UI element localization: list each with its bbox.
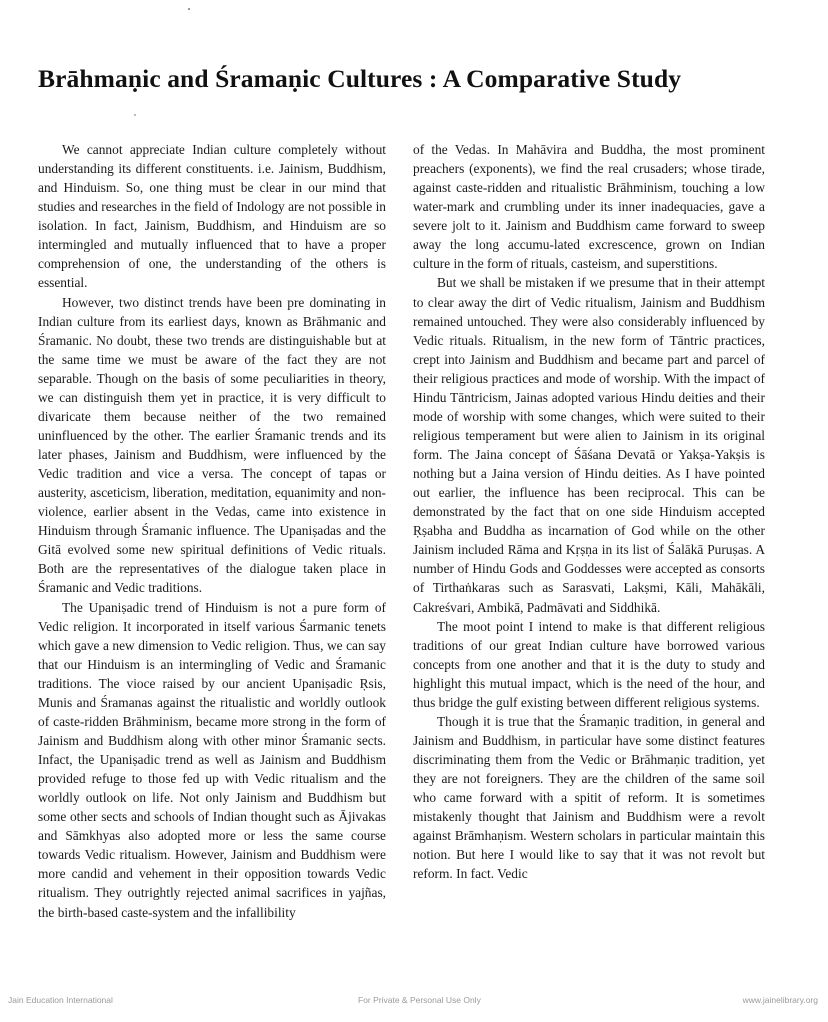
footer-publisher: Jain Education International xyxy=(8,995,113,1005)
paragraph: The moot point I intend to make is that different religious traditions of our great Indian culture have borrowed various concepts from one another and that it is the duty to study and highlight this mutual impact, which is the need of the hour, and thus bridge the gulf existing between different religious systems. xyxy=(413,618,765,710)
paragraph: But we shall be mistaken if we presume that in their attempt to clear away the dirt of Vedic ritualism, Jainism and Buddhism remained untouched. They were also considerably influenced by Vedic rituals. Ritualism, in the new form of Tāntric practices, crept into Jainism and Buddhism and became part and parcel of their religious practices and mode of worship. With the impact of Hindu Tāntricism, Jainas adopted various Hindu deities and their mode of worship with some changes, which were suited to their religious temperament but were alien to Jainism in its original form. The Jaina concept of Śāśana Devatā or Yakṣa-Yakṣis is nothing but a Jaina version of Hindu deities. As I have pointed out earlier, the influence has been reciprocal. This can be demonstrated by the fact that on one side Hinduism accepted Ṛṣabha and Buddha as incarnation of God while on the other Jainism included Rāma and Kṛṣṇa in its list of Śalākā Puruṣas. A number of Hindu Gods and Goddesses were accepted as consorts of Tirthaṅkaras such as Sarasvati, Lakṣmi, Kāli, Mahākāli, Cakreśvari, Ambikā, Padmāvati and Siddhikā. xyxy=(413,275,765,615)
scan-speck xyxy=(188,8,190,10)
footer-usage-note: For Private & Personal Use Only xyxy=(358,995,481,1005)
left-column xyxy=(38,140,386,922)
paragraph: Though it is true that the Śramaṇic tradition, in general and Jainism and Buddhism, in particular have some distinct features discriminating them from the Vedic or Brāhmaṇic tradition, yet they are not foreigners. They are the children of the same soil who came forward with a spitit of reform. It is sometimes mistakenly thought that Jainism and Buddhism were a revolt against Brāmhaṇism. Western scholars in particular maintain this notion. But here I would like to say that it was not revolt but reform. In fact. Vedic xyxy=(413,713,765,882)
scan-speck xyxy=(134,114,136,116)
page-footer xyxy=(0,995,828,1009)
paragraph: However, two distinct trends have been pre dominating in Indian culture from its earliest days, known as Brāhmanic and Śramanic. No doubt, these two trends are distinguishable but at the same time we must be aware of the fact they are not separable. Though on the basis of some peculiarities in theory, we can distinguish them yet in practice, it is very difficult to divaricate them because neither of the two remained uninfluenced by the other. The earlier Śramanic trends and its later phases, Jainism and Buddhism, were influenced by the Vedic tradition and vice a versa. The concept of tapas or austerity, asceticism, liberation, meditation, equanimity and non-violence, earlier absent in the Vedas, came into existence in Hinduism through Śramanic influence. The Upaniṣadas and the Gitā evolved some new spiritual definitions of Vedic rituals. Both are the representatives of the dialogue taken place in Śramanic and Vedic traditions. xyxy=(38,294,386,596)
paragraph: We cannot appreciate Indian culture completely without understanding its different constituents. i.e. Jainism, Buddhism, and Hinduism. So, one thing must be clear in our mind that studies and researches in the field of Indology are not possible in isolation. In fact, Jainism, Buddhism, and Hinduism are so intermingled and mutually influenced that to have a proper comprehension of one, the understanding of the others is essential. xyxy=(38,142,386,291)
right-column xyxy=(413,140,765,883)
paragraph: The Upaniṣadic trend of Hinduism is not a pure form of Vedic religion. It incorporated in itself various Śarmanic tenets which gave a new dimension to Vedic religion. Thus, we can say that our Hinduism is an intermingling of Vedic and Śramanic traditions. The vioce raised by our ancient Upaniṣadic Ṛsis, Munis and Śramanas against the ritualistic and worldly outlook of caste-ridden Brāhminism, became more strong in the form of Jainism and Buddhism along with other minor Śramanic sects. Infact, the Upaniṣadic trend as well as Jainism and Buddhism provided refuge to those fed up with Vedic ritualism and the worldly outlook on life. Not only Jainism and Buddhism but some other sects and schools of Indian thought such as Ājivakas and Sāmkhyas also adopted more or less the same course towards Vedic ritualism. However, Jainism and Buddhism were more candid and vehement in their opposition towards Vedic ritualism. They outrightly rejected animal sacrifices in yajñas, the birth-based caste-system and the infallibility xyxy=(38,599,386,920)
page-title: Brāhmaṇic and Śramaṇic Cultures : A Comparative Study xyxy=(38,64,682,93)
paragraph: of the Vedas. In Mahāvira and Buddha, the most prominent preachers (exponents), we find the real crusaders; whose tirade, against caste-ridden and ritualistic Brāhminism, touching a low water-mark and crumbling under its inner inadequacies, gave a severe jolt to it. Jainism and Buddhism came forward to sweep away the long accumu-lated excrescence, grown on Indian culture in the form of rituals, casteism, and superstitions. xyxy=(413,142,765,272)
footer-website-link[interactable]: www.jainelibrary.org xyxy=(742,995,818,1005)
